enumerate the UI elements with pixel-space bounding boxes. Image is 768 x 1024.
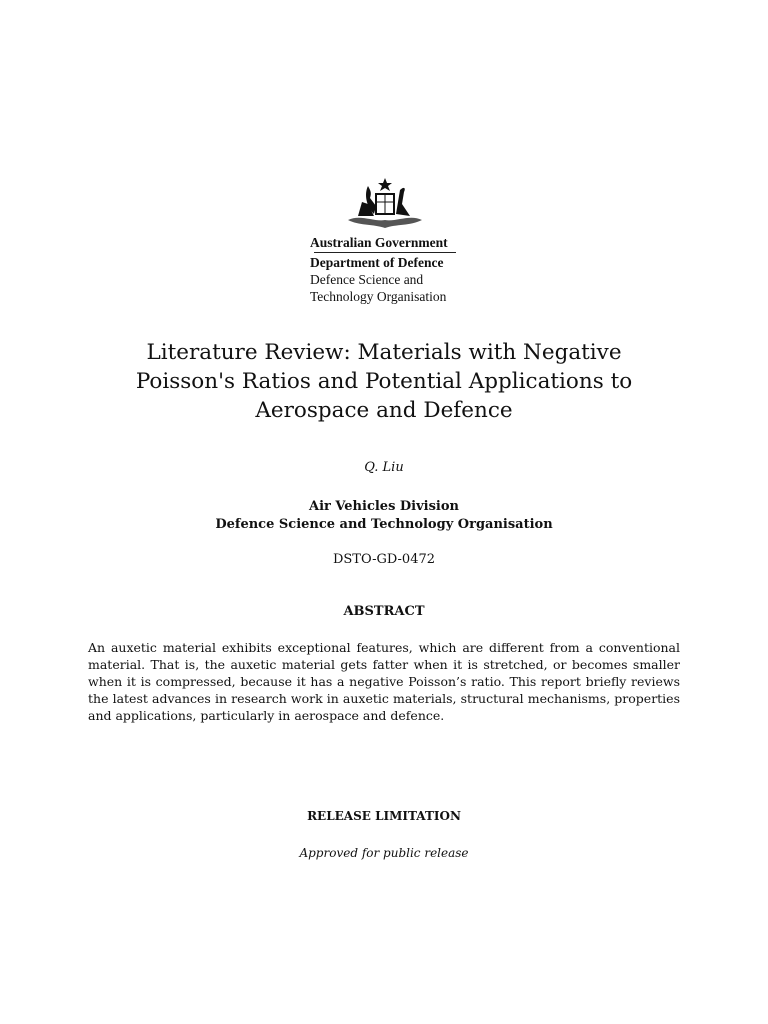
abstract-text: An auxetic material exhibits exceptional features, which are different from a conventional material. That is, the auxetic material gets fatter when it is stretched, or becomes smaller when it is compressed, because it has a negative Poisson’s ratio. This report briefly reviews the latest advances in research work in auxetic materials, structural mechanisms, properties and applications, particularly in aerospace and defence. xyxy=(88,640,680,723)
document-title: Literature Review: Materials with Negative Poisson's Ratios and Potential Applications to Aerospace and Defence xyxy=(135,340,633,423)
affiliation xyxy=(0,498,768,534)
logo-line-dsto-1: Defence Science and xyxy=(310,272,424,287)
division: Air Vehicles Division xyxy=(308,499,459,514)
release-heading: RELEASE LIMITATION xyxy=(307,809,461,823)
author: Q. Liu xyxy=(364,460,404,475)
logo-line-government: Australian Government xyxy=(310,235,448,250)
logo-line-dsto-2: Technology Organisation xyxy=(310,289,447,304)
organisation: Defence Science and Technology Organisation xyxy=(215,517,553,532)
dsto-logo xyxy=(310,176,460,305)
logo-divider xyxy=(314,252,456,253)
abstract-heading: ABSTRACT xyxy=(343,604,425,619)
report-number: DSTO-GD-0472 xyxy=(332,552,436,567)
logo-line-department: Department of Defence xyxy=(310,255,444,270)
release-value: Approved for public release xyxy=(299,846,469,860)
coat-of-arms-icon xyxy=(340,176,430,234)
